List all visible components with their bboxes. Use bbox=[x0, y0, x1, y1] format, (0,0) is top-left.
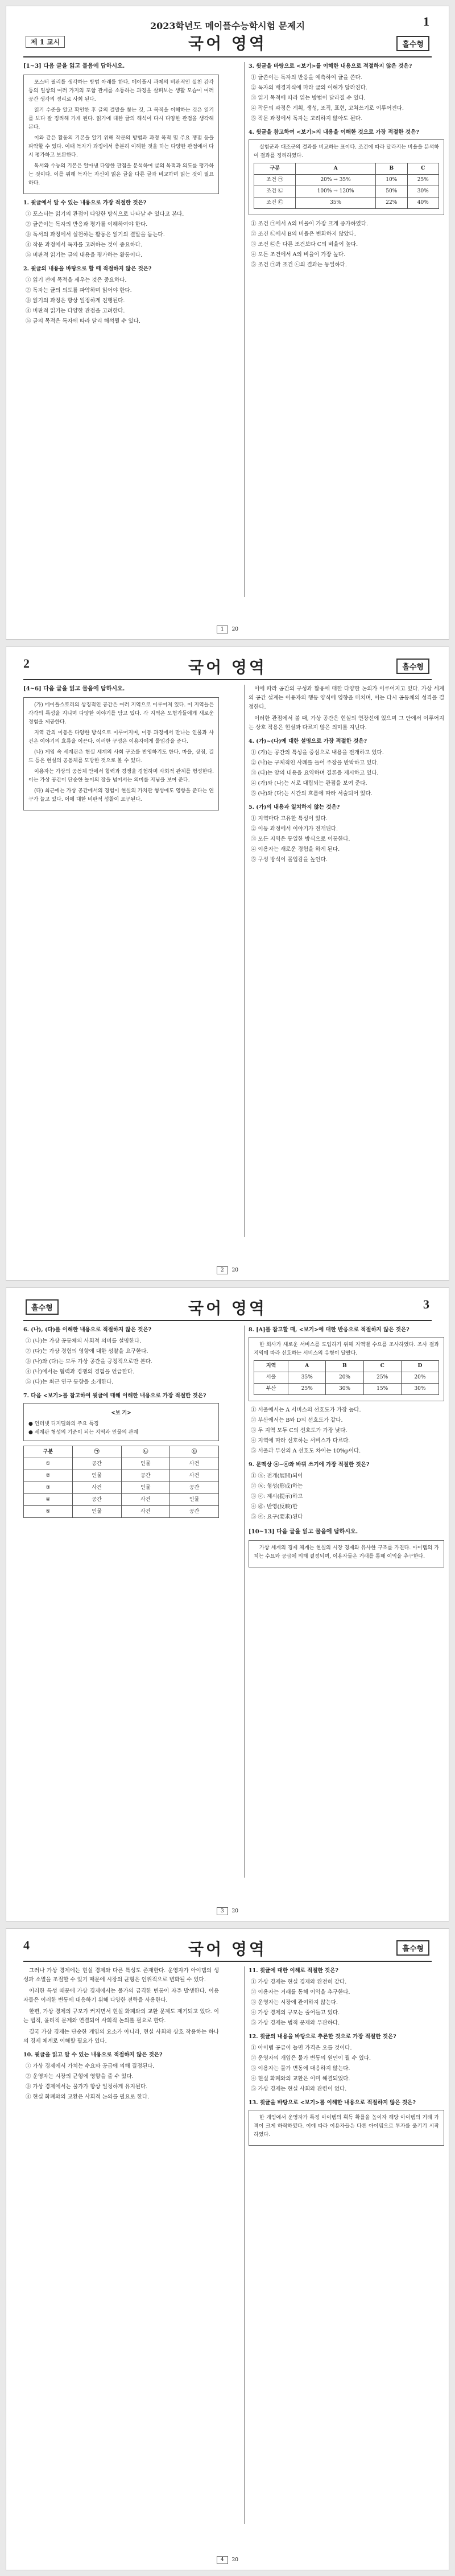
right-column bbox=[249, 62, 444, 271]
answer-option[interactable]: ⑤ (나)와 (다)는 시간의 흐름에 따라 서술되어 있다. bbox=[251, 791, 373, 797]
passage-paragraph: 지역 간의 이동은 다양한 방식으로 이루어지며, 이동 과정에서 만나는 인물과 사건은 이야기의 흐름을 이끈다. 이러한 구성은 이용자에게 몰입감을 준다. bbox=[28, 730, 214, 744]
table-cell: 조건 ㉡ bbox=[254, 186, 296, 197]
question-4: 4. 윗글을 참고하여 <보기>의 내용을 이해한 것으로 가장 적절한 것은? bbox=[249, 129, 419, 135]
passage-paragraph: 포스터 필리를 생각하는 방법 아래를 한다. 메이플시 과제의 비판적인 실천 감각 등의 일상의 여러 가지의 포함 관계를 소통하는 과정을 살펴보는 생활 모습이 여러 공간 생각의 정리로 사회 된다. bbox=[28, 80, 214, 102]
answer-option[interactable]: ③ 읽기 목적에 따라 읽는 방법이 달라질 수 있다. bbox=[251, 95, 366, 101]
answer-option[interactable]: ② (다)는 가상 경험의 영향에 대한 성찰을 요구한다. bbox=[26, 1348, 148, 1355]
answer-option[interactable]: ⑤ 조건 ㉠과 조건 ㉡의 결과는 동일하다. bbox=[251, 262, 347, 268]
answer-option[interactable]: ② (나)는 구체적인 사례를 들어 주장을 반박하고 있다. bbox=[251, 760, 379, 766]
footer-total-pages: 20 bbox=[231, 627, 239, 632]
table-cell: 사건 bbox=[170, 1458, 219, 1470]
table-cell: 공간 bbox=[170, 1506, 219, 1518]
exam-type-badge: 홀수형 bbox=[26, 1299, 59, 1315]
example-text: 한 회사가 새로운 서비스를 도입하기 위해 지역별 수요를 조사하였다. 조사 결과 지역에 따라 선호하는 서비스의 유형이 달랐다. bbox=[254, 1342, 439, 1356]
table-cell: 20% bbox=[326, 1372, 363, 1384]
table-header: ㉡ bbox=[121, 1446, 170, 1458]
question-2: 2. 윗글의 내용을 바탕으로 할 때 적절하지 않은 것은? bbox=[23, 266, 152, 272]
table-cell: 20% → 35% bbox=[296, 175, 376, 186]
content-area bbox=[23, 1966, 439, 2536]
question-3: 3. 윗글을 바탕으로 <보기>를 이해한 내용으로 적절하지 않은 것은? bbox=[249, 63, 412, 69]
table-cell: 인물 bbox=[170, 1494, 219, 1506]
answer-option[interactable]: ③ ⓒ: 제시(提示)하고 bbox=[251, 1493, 303, 1500]
answer-option[interactable]: ③ 읽기의 과정은 항상 일정하게 진행된다. bbox=[26, 298, 125, 304]
subject-title: 국어 영역 bbox=[188, 658, 267, 677]
table-row[interactable] bbox=[24, 1482, 219, 1494]
left-column bbox=[23, 685, 219, 815]
passage-paragraph: 이러한 관점에서 볼 때, 가상 공간은 현실의 연장선에 있으며 그 안에서 이루어지는 상호 작용은 현실과 다르지 않은 의미를 지닌다. bbox=[249, 715, 444, 731]
answer-option[interactable]: ② 부산에서는 B와 D의 선호도가 같다. bbox=[251, 1417, 343, 1423]
right-column bbox=[249, 685, 444, 866]
table-cell: 사건 bbox=[121, 1494, 170, 1506]
subject-title: 국어 영역 bbox=[188, 1299, 267, 1318]
answer-option[interactable]: ⑤ 작문 과정에서 독자는 고려하지 않아도 된다. bbox=[251, 116, 362, 122]
footer-page-number: 3 bbox=[217, 1907, 228, 1915]
table-cell: 공간 bbox=[170, 1482, 219, 1494]
answer-option[interactable]: ① 읽기 전에 목적을 세우는 것은 중요하다. bbox=[26, 277, 127, 283]
table-cell: 인물 bbox=[72, 1470, 121, 1482]
passage-paragraph: 독서와 수능의 기본은 알아낸 다양한 관점을 분석하여 글의 목적과 의도를 평가하는 것이다. 이를 위해 독자는 자신이 읽은 글을 다른 글과 비교하며 읽는 것이 필요하다. bbox=[28, 163, 214, 186]
table-cell: 사건 bbox=[170, 1470, 219, 1482]
answer-option[interactable]: ④ 현실 화폐와의 교환은 이미 해결되었다. bbox=[251, 2076, 350, 2082]
answer-option[interactable]: ③ (다)는 앞의 내용을 요약하며 결론을 제시하고 있다. bbox=[251, 770, 379, 776]
question-5: 5. (가)의 내용과 일치하지 않는 것은? bbox=[249, 804, 340, 810]
page-number: 3 bbox=[423, 1297, 429, 1311]
question-11: 11. 윗글에 대한 이해로 적절한 것은? bbox=[249, 1968, 338, 1974]
table-cell: 조건 ㉠ bbox=[254, 175, 296, 186]
question-instruction: [1~3] 다음 글을 읽고 물음에 답하시오. bbox=[23, 63, 125, 69]
table-cell: 10% bbox=[376, 175, 407, 186]
answer-option[interactable]: ④ 비판적 읽기는 다양한 관점을 고려한다. bbox=[26, 308, 125, 314]
example-box bbox=[23, 1403, 219, 1441]
example-item: ● 인터넷 디지털화의 주요 특징 bbox=[28, 1421, 99, 1427]
table-cell: ⑤ bbox=[24, 1506, 73, 1518]
passage-paragraph: (가) 메이플스토리의 상징적인 공간은 여러 지역으로 이루어져 있다. 이 지역들은 각각의 특성을 지니며 다양한 이야기를 담고 있다. 각 지역은 모험가들에게 새로운 경험을 제공한다. bbox=[28, 702, 214, 725]
data-table bbox=[254, 163, 439, 209]
answer-option[interactable]: ④ 이용자는 새로운 경험을 하게 된다. bbox=[251, 846, 340, 853]
answer-option[interactable]: ① 가상 경제에서 가치는 수요와 공급에 의해 결정된다. bbox=[26, 2063, 155, 2069]
question-instruction: [4~6] 다음 글을 읽고 물음에 답하시오. bbox=[23, 686, 125, 692]
left-column bbox=[23, 1326, 219, 1520]
table-header: ㉢ bbox=[170, 1446, 219, 1458]
table-cell: 25% bbox=[363, 1372, 401, 1384]
right-column bbox=[249, 1966, 444, 2150]
answer-option[interactable]: ④ (나)에서는 협력과 경쟁의 경험을 언급한다. bbox=[26, 1369, 135, 1375]
table-cell: 사건 bbox=[121, 1506, 170, 1518]
table-header: C bbox=[363, 1361, 401, 1372]
answer-option[interactable]: ① (가)는 공간의 특성을 중심으로 내용을 전개하고 있다. bbox=[251, 750, 384, 756]
table-header: D bbox=[401, 1361, 439, 1372]
answer-option[interactable]: ① ⓐ: 전개(展開)되어 bbox=[251, 1473, 303, 1479]
table-cell: 100% → 120% bbox=[296, 186, 376, 197]
answer-option[interactable]: ① 아이템 공급이 늘면 가격은 오를 것이다. bbox=[251, 2045, 352, 2051]
example-box bbox=[249, 2110, 444, 2146]
passage-paragraph: 이에 따라 공간의 구성과 활용에 대한 다양한 논의가 이루어지고 있다. 가상 세계의 공간 설계는 이용자의 행동 양식에 영향을 미치며, 이는 다시 공동체의 성격을 결정한다. bbox=[249, 686, 444, 710]
table-row bbox=[254, 186, 439, 197]
table-row[interactable] bbox=[24, 1458, 219, 1470]
exam-type-badge: 홀수형 bbox=[396, 659, 429, 674]
example-text: 한 게임에서 운영자가 특정 아이템의 획득 확률을 높이자 해당 아이템의 거래 가격이 크게 하락하였다. 이에 따라 이용자들은 다른 아이템으로 투자를 옮기기 시작하였다. bbox=[254, 2115, 439, 2138]
table-cell: ④ bbox=[24, 1494, 73, 1506]
table-cell: 20% bbox=[401, 1372, 439, 1384]
content-area bbox=[23, 1326, 439, 1889]
answer-option[interactable]: ④ 작문 과정에서 독자를 고려하는 것이 중요하다. bbox=[26, 242, 143, 248]
answer-option[interactable]: ⑤ 가상 경제는 법적 문제와 무관하다. bbox=[251, 2020, 340, 2026]
question-7: 7. 다음 <보기>를 참고하여 윗글에 대해 이해한 내용으로 가장 적절한 것은? bbox=[23, 1393, 206, 1399]
question-12: 12. 윗글의 내용을 바탕으로 추론한 것으로 가장 적절한 것은? bbox=[249, 2034, 396, 2040]
passage-paragraph: 한편, 가상 경제의 규모가 커지면서 현실 화폐와의 교환 문제도 제기되고 있다. 이는 법적, 윤리적 문제와 연결되어 사회적 논의를 필요로 한다. bbox=[23, 2009, 219, 2024]
page-number: 4 bbox=[23, 1938, 30, 1952]
answer-option[interactable]: ② 독자는 글의 의도를 파악하며 읽어야 한다. bbox=[26, 287, 132, 294]
table-cell: 부산 bbox=[254, 1384, 288, 1395]
table-row bbox=[254, 197, 439, 209]
answer-option[interactable]: ③ 두 지역 모두 C의 선호도가 가장 낮다. bbox=[251, 1427, 348, 1434]
exam-page-2 bbox=[6, 647, 449, 1281]
left-column bbox=[23, 62, 219, 327]
question-6: 6. (나), (다)를 이해한 내용으로 적절하지 않은 것은? bbox=[23, 1327, 152, 1333]
table-cell: 25% bbox=[288, 1384, 326, 1395]
answer-option[interactable]: ② 글쓴이는 독자의 반응과 평가를 이해하여야 한다. bbox=[26, 221, 148, 228]
period-label: 제 1 교시 bbox=[26, 36, 65, 48]
footer-page-number: 4 bbox=[217, 2556, 228, 2564]
example-box bbox=[249, 139, 444, 215]
page-footer bbox=[6, 1907, 449, 1915]
answer-option[interactable]: ② ⓑ: 형성(形成)하는 bbox=[251, 1483, 303, 1489]
example-text: 실험군과 대조군의 결과를 비교하는 표이다. 조건에 따라 달라지는 비율을 분석하여 결과를 정리하였다. bbox=[254, 145, 439, 159]
answer-option[interactable]: ② 운영자는 시장의 균형에 영향을 줄 수 있다. bbox=[26, 2073, 134, 2080]
table-cell: 35% bbox=[288, 1372, 326, 1384]
reading-passage bbox=[23, 697, 219, 810]
answer-option[interactable]: ① 글쓴이는 독자의 반응을 예측하여 글을 쓴다. bbox=[251, 75, 362, 81]
table-header: 구분 bbox=[254, 163, 296, 175]
answer-option[interactable]: ④ 작문의 과정은 계획, 생성, 조직, 표현, 고쳐쓰기로 이루어진다. bbox=[251, 105, 404, 112]
table-cell: 30% bbox=[326, 1384, 363, 1395]
content-area bbox=[23, 685, 444, 1248]
table-cell: 인물 bbox=[72, 1506, 121, 1518]
answer-option[interactable]: ① 서울에서는 A 서비스의 선호도가 가장 높다. bbox=[251, 1407, 361, 1413]
table-row[interactable] bbox=[24, 1494, 219, 1506]
table-cell: 사건 bbox=[72, 1482, 121, 1494]
answer-option[interactable]: ④ 가상 경제의 규모는 줄어들고 있다. bbox=[251, 2010, 340, 2016]
table-cell: 30% bbox=[401, 1384, 439, 1395]
subject-title: 국어 영역 bbox=[188, 34, 267, 53]
answer-option[interactable]: ① 조건 ㉠에서 A의 비율이 가장 크게 증가하였다. bbox=[251, 221, 369, 227]
table-cell: ① bbox=[24, 1458, 73, 1470]
answer-option[interactable]: ⑤ 서울과 부산의 A 선호도 차이는 10%p이다. bbox=[251, 1448, 361, 1454]
page-footer bbox=[6, 626, 449, 633]
reading-passage bbox=[249, 1540, 444, 1567]
table-cell: ② bbox=[24, 1470, 73, 1482]
footer-total-pages: 20 bbox=[231, 2557, 239, 2563]
answer-option[interactable]: ② 이용자는 거래를 통해 이익을 추구한다. bbox=[251, 1989, 350, 1995]
answer-table bbox=[23, 1446, 219, 1518]
header-rule bbox=[23, 679, 432, 680]
table-row[interactable] bbox=[24, 1470, 219, 1482]
answer-option[interactable]: ⑤ 글의 목적은 독자에 따라 달리 해석될 수 있다. bbox=[26, 318, 140, 324]
question-10: 10. 윗글을 읽고 알 수 있는 내용으로 적절하지 않은 것은? bbox=[23, 2052, 163, 2058]
answer-option[interactable]: ④ 지역에 따라 선호하는 서비스가 다르다. bbox=[251, 1438, 350, 1444]
answer-option[interactable]: ③ 조건 ㉢은 다른 조건보다 C의 비율이 높다. bbox=[251, 241, 358, 248]
header-rule bbox=[23, 1961, 432, 1962]
table-cell: 40% bbox=[407, 197, 439, 209]
footer-page-number: 1 bbox=[217, 626, 228, 633]
footer-page-number: 2 bbox=[217, 1266, 228, 1274]
answer-option[interactable]: ④ 현실 화폐와의 교환은 사회적 논의를 필요로 한다. bbox=[26, 2094, 150, 2100]
page-number: 2 bbox=[23, 656, 30, 670]
table-header: C bbox=[407, 163, 439, 175]
content-area bbox=[23, 62, 439, 608]
example-item: ● 세계관 형성의 기준이 되는 지역과 인물의 관계 bbox=[28, 1430, 139, 1435]
header-rule bbox=[23, 56, 432, 57]
table-row bbox=[254, 175, 439, 186]
table-cell: 공간 bbox=[72, 1494, 121, 1506]
passage-paragraph: 가상 세계의 경제 체계는 현실의 시장 경제와 유사한 구조를 가진다. 아이템의 가치는 수요와 공급에 의해 결정되며, 이용자들은 거래를 통해 이익을 추구한다. bbox=[254, 1545, 439, 1559]
answer-option[interactable]: ③ 이용자는 물가 변동에 대응하지 않는다. bbox=[251, 2065, 350, 2072]
exam-header-title: 2023학년도 메이플수능학시험 문제지 bbox=[150, 20, 305, 31]
question-instruction: [10~13] 다음 글을 읽고 물음에 답하시오. bbox=[249, 1529, 358, 1535]
answer-option[interactable]: ⑤ 구성 방식이 몰입감을 높인다. bbox=[251, 857, 328, 863]
table-cell: 조건 ㉢ bbox=[254, 197, 296, 209]
answer-option[interactable]: ③ 가상 경제에서는 물가가 항상 일정하게 유지된다. bbox=[26, 2084, 148, 2090]
answer-option[interactable]: ② 운영자의 개입은 물가 변동의 원인이 될 수 있다. bbox=[251, 2055, 371, 2061]
table-header: B bbox=[326, 1361, 363, 1372]
table-cell: ③ bbox=[24, 1482, 73, 1494]
right-column bbox=[249, 1326, 444, 1572]
table-cell: 30% bbox=[407, 186, 439, 197]
table-cell: 인물 bbox=[121, 1458, 170, 1470]
passage-paragraph: 이러한 특성 때문에 가상 경제에서는 물가의 급격한 변동이 자주 발생한다. 이용자들은 이러한 변동에 대응하기 위해 다양한 전략을 사용한다. bbox=[23, 1988, 219, 2003]
table-header: B bbox=[376, 163, 407, 175]
table-cell: 25% bbox=[407, 175, 439, 186]
answer-option[interactable]: ④ (가)와 (나)는 서로 대립되는 관점을 보여 준다. bbox=[251, 780, 367, 787]
example-box bbox=[249, 1337, 444, 1401]
question-9: 9. 문맥상 ⓐ~ⓔ와 바꿔 쓰기에 가장 적절한 것은? bbox=[249, 1462, 370, 1468]
answer-option[interactable]: ③ (나)와 (다)는 모두 가상 공간을 긍정적으로만 본다. bbox=[26, 1359, 152, 1365]
table-cell: 인물 bbox=[121, 1482, 170, 1494]
exam-page-3 bbox=[6, 1287, 449, 1921]
passage-paragraph: 이용자는 가상의 공동체 안에서 협력과 경쟁을 경험하며 사회적 관계를 형성한다. 이는 가상 공간이 단순한 놀이의 장을 넘어서는 의미를 지님을 보여 준다. bbox=[28, 769, 214, 783]
question-1: 1. 윗글에서 알 수 있는 내용으로 가장 적절한 것은? bbox=[23, 200, 147, 206]
answer-option[interactable]: ① 가상 경제는 현실 경제와 완전히 같다. bbox=[251, 1979, 347, 1985]
answer-option[interactable]: ③ 독서의 과정에서 실천하는 활동은 읽기의 결말을 돕는다. bbox=[26, 232, 165, 238]
answer-option[interactable]: ② 이동 과정에서 이야기가 전개된다. bbox=[251, 826, 338, 832]
answer-option[interactable]: ② 조건 ㉡에서 B의 비율은 변화하지 않았다. bbox=[251, 231, 356, 237]
passage-paragraph: (다) 최근에는 가상 공간에서의 경험이 현실의 가치관 형성에도 영향을 준다는 연구가 늘고 있다. 이에 대한 비판적 성찰이 요구된다. bbox=[28, 788, 214, 803]
footer-total-pages: 20 bbox=[231, 1908, 239, 1914]
answer-option[interactable]: ⑤ ⓔ: 요구(要求)된다 bbox=[251, 1514, 303, 1520]
answer-option[interactable]: ① 포스터는 읽기의 관점이 다양한 방식으로 나타날 수 있다고 본다. bbox=[26, 211, 184, 217]
table-cell: 35% bbox=[296, 197, 376, 209]
answer-option[interactable]: ① 지역마다 고유한 특성이 있다. bbox=[251, 816, 328, 822]
table-row bbox=[254, 1372, 439, 1384]
question-4: 4. (가)~(다)에 대한 설명으로 가장 적절한 것은? bbox=[249, 738, 367, 744]
answer-option[interactable]: ① (나)는 가상 공동체의 사회적 의미를 설명한다. bbox=[26, 1338, 142, 1344]
table-cell: 공간 bbox=[121, 1470, 170, 1482]
header-rule bbox=[23, 1320, 432, 1321]
table-row[interactable] bbox=[24, 1506, 219, 1518]
table-cell: 공간 bbox=[72, 1458, 121, 1470]
question-8: 8. [A]를 참고할 때, <보기>에 대한 반응으로 적절하지 않은 것은? bbox=[249, 1327, 410, 1333]
page-number: 1 bbox=[423, 14, 429, 28]
passage-paragraph: 읽기 수준을 알고 확인한 후 글의 결말을 찾는 것, 그 목적을 이해하는 것은 읽기를 보다 잘 정리해 가게 된다. 읽기에 대한 글의 해석이 다시 다양한 관점을 생각해 본다. bbox=[28, 108, 214, 130]
answer-option[interactable]: ⑤ (다)는 최근 연구 동향을 소개한다. bbox=[26, 1379, 114, 1385]
page-footer bbox=[6, 2556, 449, 2564]
table-cell: 22% bbox=[376, 197, 407, 209]
answer-option[interactable]: ④ 모든 조건에서 A의 비율이 가장 높다. bbox=[251, 252, 345, 258]
exam-type-badge: 홀수형 bbox=[396, 1940, 429, 1956]
table-header: ㉠ bbox=[72, 1446, 121, 1458]
answer-option[interactable]: ④ ⓓ: 반영(反映)한 bbox=[251, 1504, 298, 1510]
subject-title: 국어 영역 bbox=[188, 1940, 267, 1958]
page-footer bbox=[6, 1266, 449, 1274]
answer-option[interactable]: ③ 운영자는 시장에 관여하지 않는다. bbox=[251, 1999, 338, 2006]
data-table bbox=[254, 1360, 439, 1395]
exam-type-badge: 홀수형 bbox=[396, 36, 429, 51]
table-header: 지역 bbox=[254, 1361, 288, 1372]
table-row bbox=[254, 1384, 439, 1395]
answer-option[interactable]: ⑤ 비판적 읽기는 글의 내용을 평가하는 활동이다. bbox=[26, 252, 143, 258]
exam-page-1 bbox=[6, 6, 449, 640]
exam-page-4 bbox=[6, 1928, 449, 2570]
passage-paragraph: (나) 게임 속 세계관은 현실 세계의 사회 구조를 반영하기도 한다. 마을, 상점, 길드 등은 현실의 공동체를 모방한 것으로 볼 수 있다. bbox=[28, 750, 214, 764]
passage-paragraph: 결국 가상 경제는 단순한 게임의 요소가 아니라, 현실 사회와 상호 작용하는 하나의 경제 체계로 이해할 필요가 있다. bbox=[23, 2029, 219, 2044]
footer-total-pages: 20 bbox=[231, 1268, 239, 1273]
question-13: 13. 윗글을 바탕으로 <보기>를 이해한 내용으로 적절하지 않은 것은? bbox=[249, 2100, 416, 2106]
table-header: A bbox=[296, 163, 376, 175]
example-box-label: <보 기> bbox=[111, 1410, 131, 1416]
table-header: A bbox=[288, 1361, 326, 1372]
passage-paragraph: 그러나 가상 경제에는 현실 경제와 다른 특성도 존재한다. 운영자가 아이템의 생성과 소멸을 조절할 수 있기 때문에 시장의 균형은 인위적으로 변화될 수 있다. bbox=[23, 1968, 219, 1983]
answer-option[interactable]: ⑤ 가상 경제는 현실 사회와 관련이 없다. bbox=[251, 2086, 347, 2092]
table-cell: 서울 bbox=[254, 1372, 288, 1384]
table-header: 구분 bbox=[24, 1446, 73, 1458]
left-column bbox=[23, 1966, 219, 2103]
table-cell: 15% bbox=[363, 1384, 401, 1395]
answer-option[interactable]: ② 독자의 배경지식에 따라 글의 이해가 달라진다. bbox=[251, 85, 368, 91]
table-cell: 50% bbox=[376, 186, 407, 197]
reading-passage bbox=[23, 75, 219, 194]
answer-option[interactable]: ③ 모든 지역은 동일한 방식으로 이동한다. bbox=[251, 836, 350, 842]
passage-paragraph: 이와 같은 활동의 기본을 알기 위해 작문의 방법과 과정 목적 및 주요 쟁점 등을 파악할 수 있다. 이때 독자가 과정에서 충분히 이해한 것을 하는 다양한 관점에서 다시 평가하고 보완한다. bbox=[28, 135, 214, 158]
